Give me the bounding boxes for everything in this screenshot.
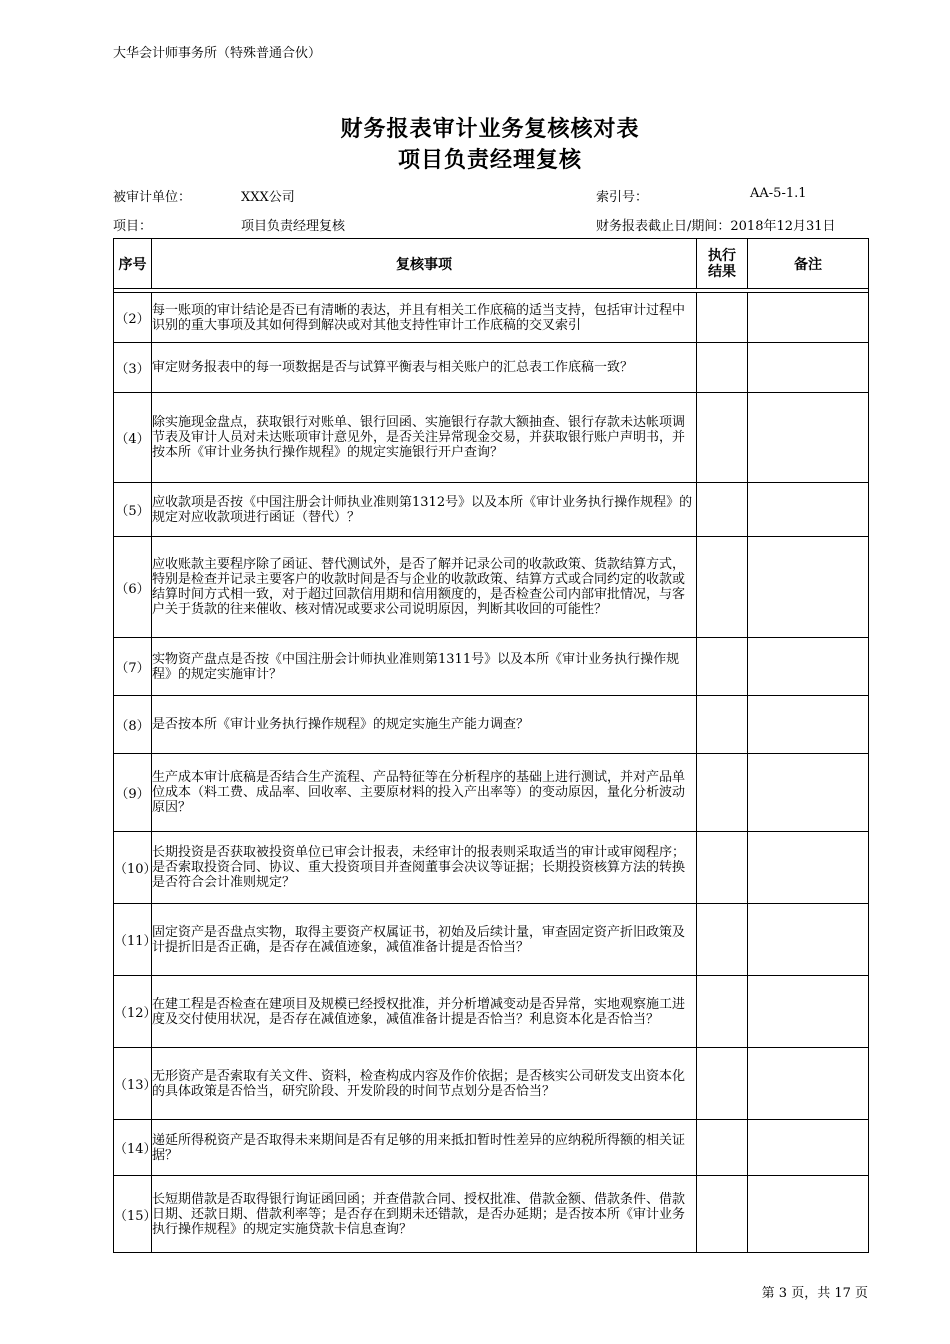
index-label: 索引号：	[596, 190, 649, 205]
row-result-cell[interactable]	[697, 832, 748, 904]
row-no: （9）	[114, 754, 152, 832]
table-row	[114, 904, 869, 976]
row-no: （4）	[114, 393, 152, 483]
row-item: 固定资产是否盘点实物，取得主要资产权属证书，初始及后续计量，审查固定资产折旧政策及计提折旧是否正确，是否存在减值迹象，减值准备计提是否恰当？	[152, 904, 697, 976]
table-row	[114, 393, 869, 483]
header-result	[697, 239, 748, 289]
row-note-cell[interactable]	[748, 343, 869, 393]
header-no: 序号	[114, 239, 152, 289]
client-label: 被审计单位：	[113, 190, 192, 205]
client-value: XXX公司	[241, 190, 295, 205]
row-no: （11）	[114, 904, 152, 976]
project-value: 项目负责经理复核	[241, 219, 346, 234]
table-row	[114, 1048, 869, 1120]
table-row	[114, 976, 869, 1048]
row-note-cell[interactable]	[748, 393, 869, 483]
row-result-cell[interactable]	[697, 1048, 748, 1120]
project-label: 项目：	[113, 219, 153, 234]
table-row	[114, 1120, 869, 1176]
table-row	[114, 754, 869, 832]
row-note-cell[interactable]	[748, 904, 869, 976]
page-number: 第 3 页，共 17 页	[761, 1286, 868, 1301]
row-note-cell[interactable]	[748, 976, 869, 1048]
row-item: 实物资产盘点是否按《中国注册会计师执业准则第1311号》以及本所《审计业务执行操作规程》的规定实施审计？	[152, 638, 697, 696]
document-title: 财务报表审计业务复核核对表	[340, 116, 640, 142]
row-result-cell[interactable]	[697, 1120, 748, 1176]
row-item: 生产成本审计底稿是否结合生产流程、产品特征等在分析程序的基础上进行测试，并对产品单位成本（料工费、成品率、回收率、主要原材料的投入产出率等）的变动原因，量化分析波动原因？	[152, 754, 697, 832]
period-value: 2018年12月31日	[730, 219, 836, 234]
review-table	[113, 238, 869, 1253]
row-note-cell[interactable]	[748, 754, 869, 832]
row-no: （13）	[114, 1048, 152, 1120]
row-result-cell[interactable]	[697, 696, 748, 754]
row-item: 是否按本所《审计业务执行操作规程》的规定实施生产能力调查？	[152, 696, 697, 754]
row-result-cell[interactable]	[697, 754, 748, 832]
row-note-cell[interactable]	[748, 483, 869, 537]
row-item: 递延所得税资产是否取得未来期间是否有足够的用来抵扣暂时性差异的应纳税所得额的相关证据？	[152, 1120, 697, 1176]
row-item: 除实施现金盘点，获取银行对账单、银行回函、实施银行存款大额抽查、银行存款未达帐项调节表及审计人员对未达账项审计意见外，是否关注异常现金交易，并获取银行账户声明书，并按本所《审计业务执行操作规程》的规定实施银行开户查询？	[152, 393, 697, 483]
row-no: （14）	[114, 1120, 152, 1176]
row-no: （7）	[114, 638, 152, 696]
row-result-cell[interactable]	[697, 537, 748, 638]
row-result-cell[interactable]	[697, 483, 748, 537]
table-row	[114, 343, 869, 393]
table-row	[114, 537, 869, 638]
row-item: 长短期借款是否取得银行询证函回函；并查借款合同、授权批准、借款金额、借款条件、借款日期、还款日期、借款利率等；是否存在到期未还错款，是否办延期；是否按本所《审计业务执行操作规程》的规定实施贷款卡信息查询？	[152, 1176, 697, 1253]
document-subtitle: 项目负责经理复核	[397, 147, 582, 173]
row-no: （12）	[114, 976, 152, 1048]
row-note-cell[interactable]	[748, 1048, 869, 1120]
table-row	[114, 832, 869, 904]
row-result-cell[interactable]	[697, 343, 748, 393]
table-row	[114, 293, 869, 343]
period-label-value	[596, 215, 836, 234]
row-item: 审定财务报表中的每一项数据是否与试算平衡表与相关账户的汇总表工作底稿一致？	[152, 343, 697, 393]
row-item: 长期投资是否获取被投资单位已审会计报表，未经审计的报表则采取适当的审计或审阅程序；是否索取投资合同、协议、重大投资项目并查阅董事会决议等证据；长期投资核算方法的转换是否符合会计准则规定？	[152, 832, 697, 904]
row-note-cell[interactable]	[748, 1176, 869, 1253]
header-item: 复核事项	[152, 239, 697, 289]
header-note: 备注	[748, 239, 869, 289]
row-no: （6）	[114, 537, 152, 638]
index-value: AA-5-1.1	[750, 186, 807, 201]
row-item: 在建工程是否检查在建项目及规模已经授权批准，并分析增减变动是否异常，实地观察施工进度及交付使用状况，是否存在减值迹象，减值准备计提是否恰当？利息资本化是否恰当？	[152, 976, 697, 1048]
row-note-cell[interactable]	[748, 537, 869, 638]
row-result-cell[interactable]	[697, 393, 748, 483]
row-no: （2）	[114, 293, 152, 343]
row-no: （5）	[114, 483, 152, 537]
row-no: （3）	[114, 343, 152, 393]
row-note-cell[interactable]	[748, 638, 869, 696]
row-note-cell[interactable]	[748, 832, 869, 904]
row-item: 应收款项是否按《中国注册会计师执业准则第1312号》以及本所《审计业务执行操作规程》的规定对应收款项进行函证（替代）？	[152, 483, 697, 537]
row-item: 每一账项的审计结论是否已有清晰的表达，并且有相关工作底稿的适当支持，包括审计过程中识别的重大事项及其如何得到解决或对其他支持性审计工作底稿的交叉索引	[152, 293, 697, 343]
header-result-line1: 执行	[708, 247, 736, 264]
table-row	[114, 1176, 869, 1253]
period-label: 财务报表截止日/期间：	[596, 219, 731, 234]
row-no: （15）	[114, 1176, 152, 1253]
row-result-cell[interactable]	[697, 904, 748, 976]
row-result-cell[interactable]	[697, 1176, 748, 1253]
firm-name: 大华会计师事务所（特殊普通合伙）	[113, 46, 322, 61]
row-result-cell[interactable]	[697, 293, 748, 343]
header-result-line2: 结果	[708, 263, 736, 280]
table-row	[114, 483, 869, 537]
row-item: 应收账款主要程序除了函证、替代测试外，是否了解并记录公司的收款政策、货款结算方式，特别是检查并记录主要客户的收款时间是否与企业的收款政策、结算方式或合同约定的收款或结算时间方式相一致，对于超过回款信用期和信用额度的，是否检查公司内部审批情况，与客户关于货款的往来催收、核对情况或要求公司说明原因，判断其收回的可能性？	[152, 537, 697, 638]
table-row	[114, 638, 869, 696]
row-note-cell[interactable]	[748, 696, 869, 754]
table-row	[114, 696, 869, 754]
row-result-cell[interactable]	[697, 976, 748, 1048]
row-no: （10）	[114, 832, 152, 904]
row-item: 无形资产是否索取有关文件、资料，检查构成内容及作价依据；是否核实公司研发支出资本化的具体政策是否恰当，研究阶段、开发阶段的时间节点划分是否恰当？	[152, 1048, 697, 1120]
row-note-cell[interactable]	[748, 1120, 869, 1176]
row-note-cell[interactable]	[748, 293, 869, 343]
row-no: （8）	[114, 696, 152, 754]
row-result-cell[interactable]	[697, 638, 748, 696]
table-header-row	[114, 239, 869, 289]
